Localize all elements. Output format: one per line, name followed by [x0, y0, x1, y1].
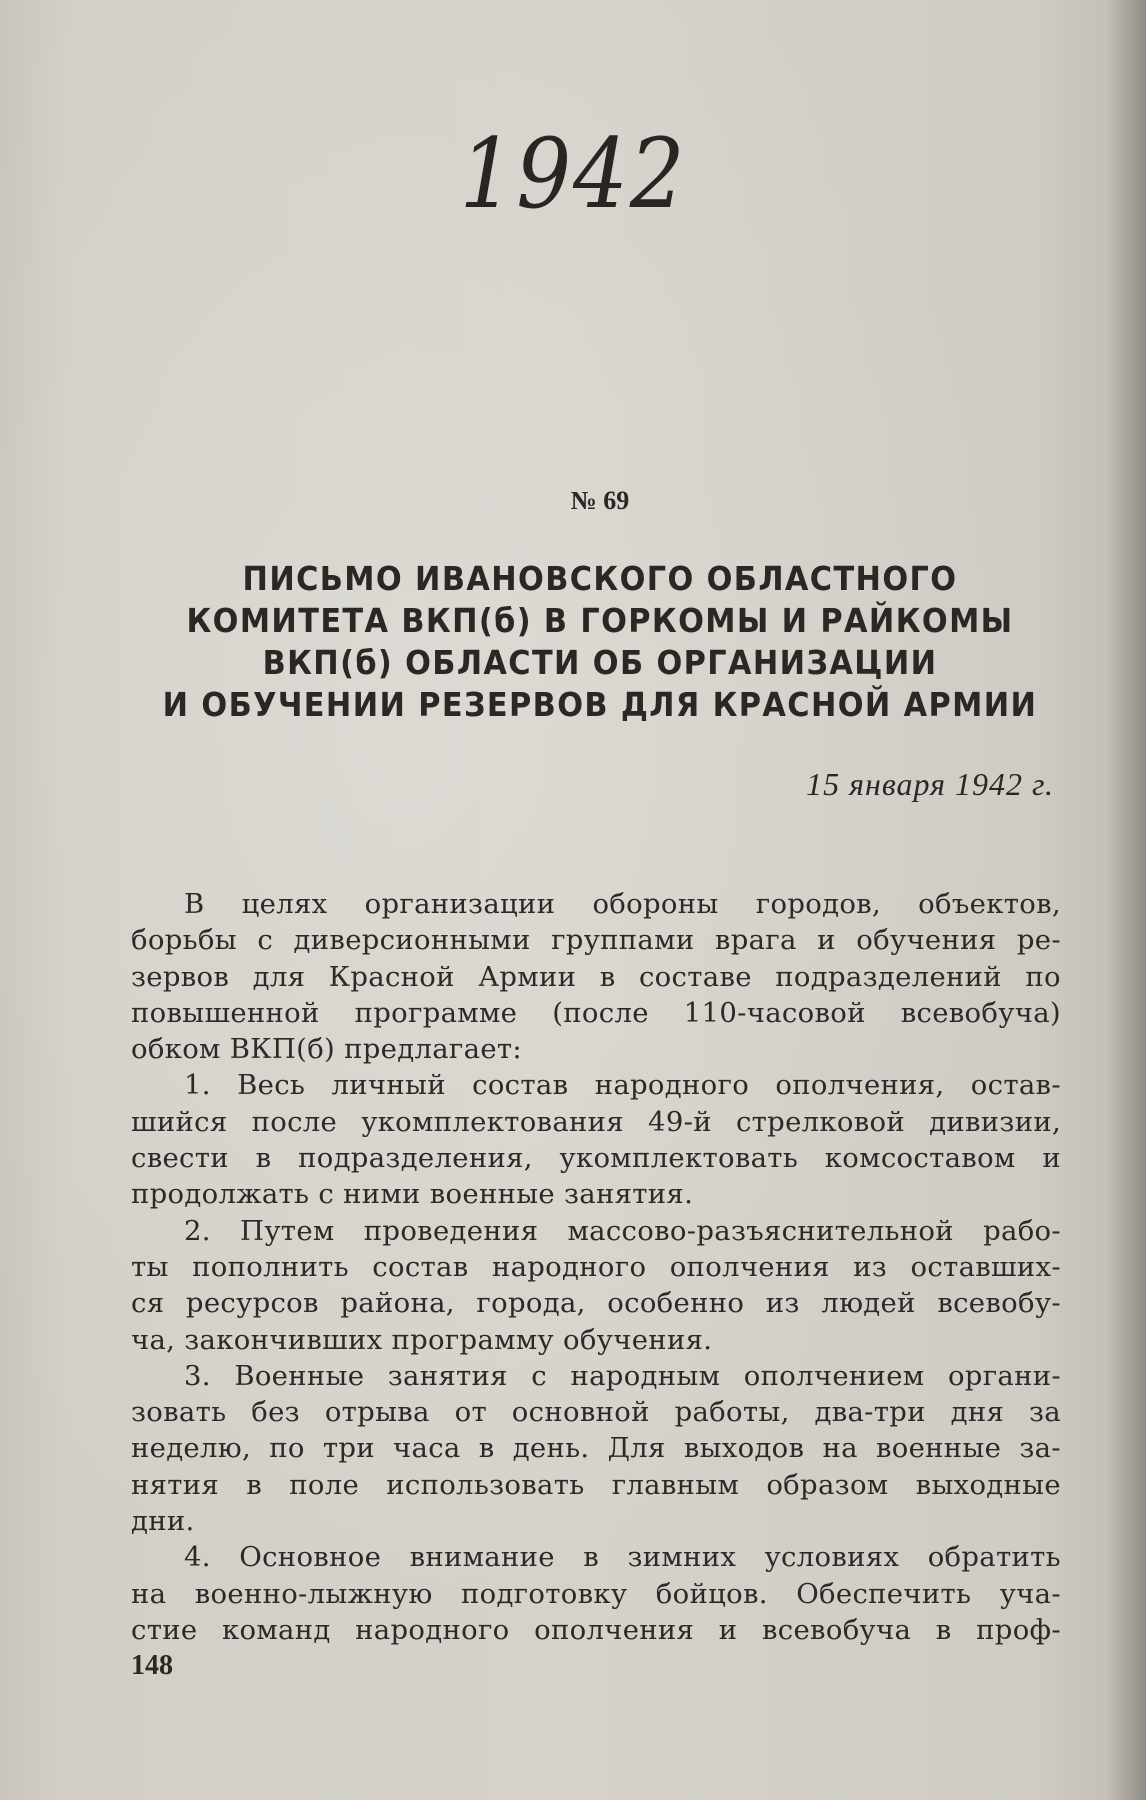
body-word: оставших- [910, 1250, 1061, 1283]
body-line [131, 1394, 1061, 1430]
body-word: свести [131, 1142, 229, 1175]
body-word: поле [289, 1468, 360, 1501]
body-word: всевобуча [762, 1613, 912, 1646]
body-word: в [246, 1468, 263, 1501]
body-word: всевобу- [937, 1287, 1061, 1320]
title-line: КОМИТЕТА ВКП(б) В ГОРКОМЫ И РАЙКОМЫ [186, 601, 1014, 640]
body-word: обучения [856, 924, 997, 957]
body-word: ты [131, 1250, 169, 1283]
body-word: в [478, 1432, 495, 1465]
body-word: личный [331, 1069, 446, 1102]
title-line: ВКП(б) ОБЛАСТИ ОБ ОРГАНИЗАЦИИ [262, 643, 938, 682]
body-word: на [131, 1577, 167, 1610]
body-word: с [531, 1359, 547, 1392]
body-line: обком ВКП(б) предлагает: [131, 1033, 522, 1066]
body-word: борьбы [131, 924, 237, 957]
body-line [131, 1249, 1061, 1285]
body-word: особенно [607, 1287, 745, 1320]
body-word: зервов [131, 960, 230, 993]
year-heading: 1942 [459, 118, 687, 230]
body-word: зовать [131, 1396, 227, 1429]
body-line [131, 1612, 1061, 1648]
body-word: ополчения [669, 1250, 830, 1283]
body-word: для [252, 960, 306, 993]
body-word: группами [551, 924, 695, 957]
body-word: пополнить [192, 1250, 349, 1283]
body-word: органи- [947, 1359, 1061, 1392]
body-word: выходные [915, 1468, 1061, 1501]
body-word: 49-й [648, 1105, 712, 1138]
body-word: народного [594, 1069, 750, 1102]
body-word: Армии [478, 960, 577, 993]
body-word: стие [131, 1613, 198, 1646]
page-number: 148 [131, 1650, 173, 1681]
body-word: 3. [184, 1359, 211, 1392]
body-word: команд [222, 1613, 331, 1646]
body-word: состав [372, 1250, 469, 1283]
body-word: работы, [674, 1396, 790, 1429]
body-word: бойцов. [655, 1577, 768, 1610]
body-word: за- [1019, 1432, 1061, 1465]
body-word: дивизии, [929, 1105, 1061, 1138]
page-edge-shadow [1106, 0, 1146, 1800]
body-word: подразделения, [298, 1142, 533, 1175]
body-line [131, 1430, 1061, 1466]
body-word: проведения [363, 1214, 539, 1247]
body-word: всевобуча) [900, 996, 1061, 1029]
body-word: подготовку [460, 1577, 628, 1610]
body-word: после [251, 1105, 338, 1138]
body-word: с [257, 924, 274, 957]
body-word: целях [241, 888, 328, 920]
body-word: состав [472, 1069, 569, 1102]
body-word: на [822, 1432, 858, 1465]
body-word: военные [875, 1432, 1002, 1465]
body-word: В [184, 888, 205, 920]
body-text [131, 886, 1061, 1648]
body-word: занятия [387, 1359, 508, 1392]
body-word: объектов, [918, 888, 1061, 920]
body-line [131, 1213, 1061, 1249]
body-word: внимание [409, 1541, 555, 1574]
body-word: из [765, 1287, 800, 1320]
body-word: подразделений [775, 960, 1002, 993]
body-word: по [269, 1432, 305, 1465]
body-word: и [718, 1613, 738, 1646]
body-word: использовать [386, 1468, 585, 1501]
body-word: ополчения, [775, 1069, 945, 1102]
body-word: программе [354, 996, 518, 1029]
body-word: зимних [627, 1541, 737, 1574]
body-line [131, 1467, 1061, 1503]
body-word: Военные [234, 1359, 365, 1392]
body-word: рабо- [983, 1214, 1061, 1247]
body-word: условиях [764, 1541, 900, 1574]
body-word: в [583, 1541, 600, 1574]
body-word: 110-часовой [683, 996, 866, 1029]
body-word: уча- [999, 1577, 1061, 1610]
body-word: стрелковой [735, 1105, 906, 1138]
body-word: в [935, 1613, 952, 1646]
body-word: отрыва [324, 1396, 430, 1429]
body-line [131, 922, 1061, 958]
body-word: в [599, 960, 616, 993]
body-word: комсоставом [824, 1142, 1016, 1175]
body-word: 4. [184, 1541, 211, 1574]
body-word: от [454, 1396, 487, 1429]
body-word: ополчения [534, 1613, 695, 1646]
body-word: образом [766, 1468, 889, 1501]
body-word: Обеспечить [796, 1577, 972, 1610]
body-word: (после [552, 996, 649, 1029]
body-word: день. [512, 1432, 590, 1465]
body-line: продолжать с ними военные занятия. [131, 1178, 694, 1211]
body-word: нятия [131, 1468, 220, 1501]
body-word: организации [364, 888, 556, 920]
body-line [131, 959, 1061, 995]
body-word: людей [821, 1287, 916, 1320]
body-word: городов, [755, 888, 882, 920]
body-word: 1. [184, 1069, 211, 1102]
body-word: врага [714, 924, 797, 957]
body-word: народного [355, 1613, 510, 1646]
body-word: дня [950, 1396, 1005, 1429]
body-word: военно-лыжную [194, 1577, 433, 1610]
body-word: укомплектования [361, 1105, 624, 1138]
body-word: выходов [683, 1432, 805, 1465]
body-word: и [817, 924, 836, 957]
body-word: повышенной [131, 996, 320, 1029]
body-word: за [1029, 1396, 1061, 1429]
body-word: 2. [184, 1214, 211, 1247]
body-word: часа [393, 1432, 461, 1465]
body-word: два-три [814, 1396, 926, 1429]
body-word: три [322, 1432, 375, 1465]
body-word: диверсионными [293, 924, 531, 957]
body-word: в [255, 1142, 272, 1175]
body-word: основной [511, 1396, 650, 1429]
body-word: Основное [239, 1541, 382, 1574]
body-line [131, 1539, 1061, 1575]
body-word: обороны [592, 888, 719, 920]
body-word: без [251, 1396, 300, 1429]
body-word: Для [607, 1432, 666, 1465]
body-word: укомплектовать [559, 1142, 799, 1175]
body-word: и [1042, 1142, 1061, 1175]
body-line: дни. [131, 1505, 195, 1538]
body-word: из [853, 1250, 888, 1283]
body-word: шийся [131, 1105, 228, 1138]
body-word: народного [491, 1250, 647, 1283]
body-word: города, [476, 1287, 586, 1320]
body-line [131, 1576, 1061, 1612]
body-word: Путем [240, 1214, 335, 1247]
body-word: Красной [328, 960, 455, 993]
body-line [131, 1140, 1061, 1176]
document-number: № 69 [570, 486, 630, 515]
body-word: обратить [927, 1541, 1061, 1574]
body-word: массово-разъяснительной [567, 1214, 954, 1247]
document-title [140, 558, 1060, 726]
title-line: ПИСЬМО ИВАНОВСКОГО ОБЛАСТНОГО [242, 559, 958, 598]
body-word: ресурсов [185, 1287, 319, 1320]
body-word: народным [570, 1359, 721, 1392]
body-line [131, 1104, 1061, 1140]
body-line [131, 1358, 1061, 1394]
body-word: района, [340, 1287, 455, 1320]
body-line: ча, закончивших программу обучения. [131, 1323, 713, 1356]
document-date: 15 января 1942 г. [806, 766, 1054, 802]
body-word: ре- [1016, 924, 1061, 957]
body-line [131, 1067, 1061, 1103]
body-word: Весь [237, 1069, 306, 1102]
title-line: И ОБУЧЕНИИ РЕЗЕРВОВ ДЛЯ КРАСНОЙ АРМИИ [162, 685, 1038, 724]
body-word: составе [638, 960, 752, 993]
body-word: ополчением [743, 1359, 925, 1392]
body-word: проф- [976, 1613, 1061, 1646]
body-word: по [1025, 960, 1061, 993]
body-word: ся [131, 1287, 165, 1320]
body-line [131, 886, 1061, 922]
body-line [131, 1285, 1061, 1321]
body-line [131, 995, 1061, 1031]
body-word: главным [611, 1468, 740, 1501]
body-word: остав- [970, 1069, 1061, 1102]
body-word: неделю, [131, 1432, 252, 1465]
